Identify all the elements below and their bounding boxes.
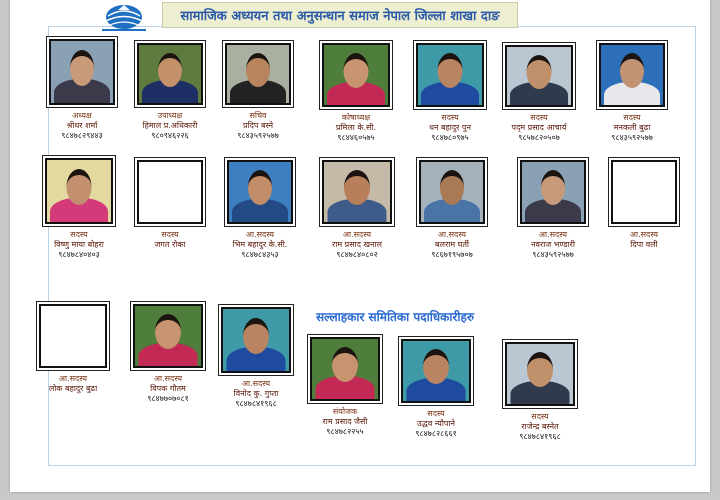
member-photo [502, 42, 576, 110]
member-role: सदस्य [623, 113, 641, 122]
advisory-member-card [482, 339, 598, 442]
portrait-head [243, 318, 269, 354]
portrait-head [158, 53, 182, 87]
member-role: आ.सदस्य [342, 230, 372, 239]
member-phone: ९८४७८२२५५ [326, 427, 364, 436]
portrait-head [423, 349, 449, 384]
member-photo [134, 40, 206, 108]
member-role: अध्यक्ष [72, 111, 92, 120]
member-phone: ९८६७१९५७०७ [431, 250, 473, 259]
member-role: आ.सदस्य [437, 230, 467, 239]
member-phone: ९८४३५९२५७७ [237, 131, 279, 140]
member-name: राजेन्द्र बस्नेत [521, 422, 559, 431]
member-photo [416, 157, 488, 227]
member-photo [46, 36, 118, 108]
member-role: उपाध्यक्ष [157, 111, 183, 120]
member-role: आ.सदस्य [153, 374, 183, 383]
member-photo [319, 40, 393, 110]
page-title-text: सामाजिक अध्ययन तथा अनुसन्धान समाज नेपाल जिल्ला शाखा दाङ [180, 9, 500, 24]
portrait-head [332, 347, 358, 382]
portrait-head [246, 53, 270, 87]
member-role: संयोजक [332, 407, 358, 416]
member-name: प्रदिप बस्ने [242, 121, 274, 130]
member-photo [222, 40, 294, 108]
portrait-head [527, 55, 552, 89]
member-phone: ९८४७८४०४०३ [58, 250, 100, 259]
member-name: नवराज भण्डारी [531, 240, 575, 249]
member-name: पद्‌म प्रसाद आचार्य [511, 123, 567, 132]
member-phone: ९८४३५९२५७७ [611, 133, 653, 142]
member-photo [42, 155, 116, 227]
member-role: कोषाध्यक्ष [341, 113, 371, 122]
advisory-committee-heading: सल्लाहकार समितिका पदाधिकारीहरु [316, 310, 475, 324]
member-name: प्रमिला के.सी. [335, 123, 377, 132]
page-title [162, 2, 518, 28]
member-photo [596, 40, 668, 110]
member-photo [398, 336, 474, 406]
member-photo [413, 40, 487, 110]
portrait-head [527, 352, 553, 387]
member-name: मनकली बुढा [613, 123, 651, 132]
portrait-head [344, 53, 369, 88]
portrait-head [70, 50, 94, 86]
member-name: जगत रोका [154, 240, 186, 249]
member-role: आ.सदस्य [245, 230, 275, 239]
member-photo [224, 157, 296, 227]
member-role: आ.सदस्य [629, 230, 659, 239]
member-name: धन बहादुर पुन [429, 123, 471, 132]
member-phone: ९८४७८०९७५ [431, 133, 469, 142]
member-phone: ९८४७८४१९६८ [235, 399, 277, 408]
member-phone: ९८५७८२०५०७ [518, 133, 560, 142]
member-role: सचिव [249, 111, 267, 120]
portrait-head [155, 314, 181, 349]
committee-member-card [588, 157, 700, 250]
member-name: विष्णु माया बोहरा [54, 240, 104, 249]
member-name: दिपा वली [630, 240, 658, 249]
portrait-head [440, 170, 464, 205]
member-role: सदस्य [530, 113, 548, 122]
member-role: सदस्य [441, 113, 459, 122]
member-name: लोक बहादुर बुढा [48, 384, 98, 393]
member-phone: ९८०९४६२२६ [151, 131, 189, 140]
member-name: विपक गौतम [150, 384, 186, 393]
blank-photo-placeholder [36, 301, 110, 371]
member-phone: ९८४७७०७०८१ [147, 394, 189, 403]
member-role: आ.सदस्य [58, 374, 88, 383]
member-phone: ९८४७८४०८०२ [336, 250, 378, 259]
member-phone: ९८४७८४३५३ [241, 250, 279, 259]
member-photo [517, 157, 589, 227]
member-name: श्रीधर शर्मा [66, 121, 98, 130]
committee-member-card [576, 40, 688, 143]
member-name: बलराम घर्ती [434, 240, 470, 249]
portrait-head [67, 169, 92, 205]
portrait-head [541, 170, 565, 205]
member-name: राम प्रसाद जैसी [322, 417, 368, 426]
member-phone: ९८४७८२९४४३ [61, 131, 103, 140]
member-photo [218, 304, 294, 376]
member-role: सदस्य [70, 230, 88, 239]
member-role: सदस्य [161, 230, 179, 239]
member-role: आ.सदस्य [241, 379, 271, 388]
blank-photo-placeholder [134, 157, 206, 227]
member-phone: ९८४७८२८६६१ [415, 429, 457, 438]
member-name: भिम बहादुर के.सी. [232, 240, 288, 249]
organization-logo [92, 2, 156, 34]
advisory-member-card [378, 336, 494, 439]
member-photo [502, 339, 578, 409]
member-phone: ९८४३५९२५७७ [532, 250, 574, 259]
member-role: आ.सदस्य [538, 230, 568, 239]
blank-photo-placeholder [608, 157, 680, 227]
member-name: हिमाल प्र.अधिकारी [142, 121, 198, 130]
member-name: उद्धव न्यौपाने [417, 419, 455, 428]
member-role: सदस्य [531, 412, 549, 421]
member-photo [307, 334, 383, 404]
member-phone: ९८४४६०५७५ [337, 133, 375, 142]
member-photo [319, 157, 395, 227]
member-role: सदस्य [427, 409, 445, 418]
portrait-head [248, 170, 272, 205]
committee-member-card [396, 157, 508, 260]
member-name: विनोद कु. गुप्ता [233, 389, 279, 398]
portrait-head [344, 170, 370, 205]
member-photo [130, 301, 206, 371]
member-name: राम प्रसाद खनाल [332, 240, 382, 249]
portrait-head [438, 53, 463, 88]
portrait-head [620, 53, 644, 88]
member-phone: ९८४७८४१९६८ [519, 432, 561, 441]
committee-member-card [202, 40, 314, 141]
